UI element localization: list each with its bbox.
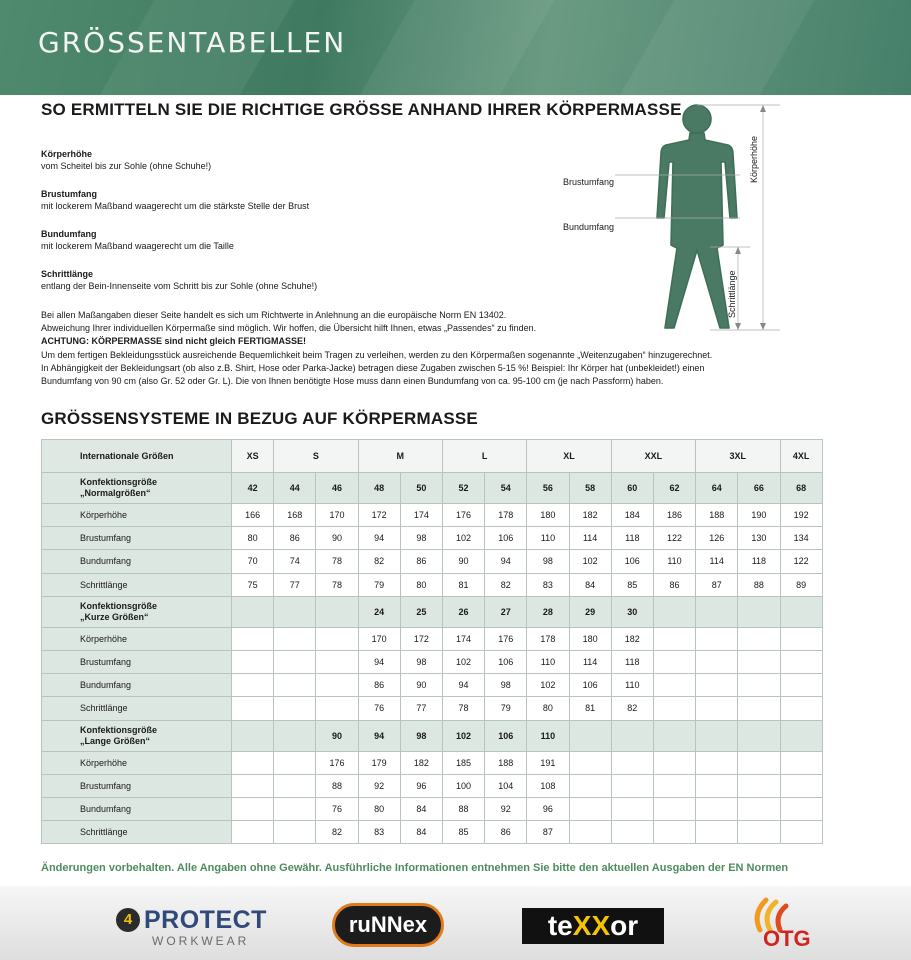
value-cell [738, 674, 780, 697]
value-cell [738, 797, 780, 820]
row-label: Bundumfang [42, 550, 232, 573]
size-cell [569, 720, 611, 751]
value-cell [232, 751, 274, 774]
section-header-row [42, 596, 823, 627]
header-banner [0, 0, 911, 95]
table-row [42, 573, 823, 596]
table-row [42, 697, 823, 720]
value-cell: 82 [316, 821, 358, 844]
value-cell: 79 [358, 573, 400, 596]
protect-sub: WORKWEAR [152, 934, 250, 948]
value-cell: 182 [611, 627, 653, 650]
value-cell [274, 674, 316, 697]
value-cell [274, 627, 316, 650]
value-cell [611, 751, 653, 774]
value-cell: 82 [358, 550, 400, 573]
size-cell: 90 [316, 720, 358, 751]
table-row [42, 751, 823, 774]
value-cell [780, 774, 822, 797]
value-cell: 86 [653, 573, 695, 596]
value-cell [611, 774, 653, 797]
size-cell [780, 720, 822, 751]
otg-logo [745, 896, 845, 951]
value-cell [780, 697, 822, 720]
value-cell: 188 [485, 751, 527, 774]
intl-size-row [42, 440, 823, 473]
value-cell: 90 [316, 527, 358, 550]
value-cell [780, 650, 822, 673]
size-cell: 62 [653, 473, 695, 504]
value-cell: 88 [738, 573, 780, 596]
value-cell [696, 627, 738, 650]
table-row [42, 650, 823, 673]
value-cell: 114 [569, 650, 611, 673]
value-cell: 188 [696, 504, 738, 527]
row-label: Bundumfang [42, 674, 232, 697]
value-cell: 96 [527, 797, 569, 820]
banner-stripe [334, 0, 566, 95]
value-cell [653, 627, 695, 650]
measure-title: Bundumfang [41, 229, 97, 239]
value-cell [696, 797, 738, 820]
value-cell: 94 [485, 550, 527, 573]
size-cell: 98 [400, 720, 442, 751]
value-cell: 80 [527, 697, 569, 720]
value-cell [738, 627, 780, 650]
value-cell [696, 751, 738, 774]
table-row [42, 774, 823, 797]
value-cell: 79 [485, 697, 527, 720]
value-cell: 176 [442, 504, 484, 527]
size-cell: 46 [316, 473, 358, 504]
value-cell [696, 697, 738, 720]
size-cell [232, 720, 274, 751]
size-cell: 27 [485, 596, 527, 627]
intl-size-label: Internationale Größen [42, 440, 232, 473]
value-cell: 176 [485, 627, 527, 650]
table-row [42, 504, 823, 527]
value-cell [232, 774, 274, 797]
value-cell: 110 [527, 527, 569, 550]
value-cell [738, 697, 780, 720]
value-cell: 76 [358, 697, 400, 720]
value-cell: 174 [400, 504, 442, 527]
value-cell: 191 [527, 751, 569, 774]
size-cell [653, 720, 695, 751]
value-cell: 174 [442, 627, 484, 650]
size-cell [274, 596, 316, 627]
value-cell: 185 [442, 751, 484, 774]
value-cell: 118 [611, 650, 653, 673]
table-row [42, 627, 823, 650]
value-cell: 98 [400, 650, 442, 673]
value-cell: 78 [316, 573, 358, 596]
value-cell: 98 [485, 674, 527, 697]
value-cell [611, 797, 653, 820]
value-cell: 102 [527, 674, 569, 697]
value-cell: 83 [358, 821, 400, 844]
value-cell: 86 [274, 527, 316, 550]
size-cell: 58 [569, 473, 611, 504]
value-cell: 87 [696, 573, 738, 596]
value-cell: 78 [442, 697, 484, 720]
section-label [42, 720, 232, 751]
value-cell: 90 [400, 674, 442, 697]
banner-stripe [594, 0, 826, 95]
note-warning: ACHTUNG: KÖRPERMASSE sind nicht gleich FERTIGMASSE! [41, 336, 307, 347]
disclaimer: Änderungen vorbehalten. Alle Angaben ohne Gewähr. Ausführliche Informationen entnehmen Sie bitte den aktuellen Ausgaben der EN Normen [41, 862, 789, 874]
value-cell: 74 [274, 550, 316, 573]
value-cell [274, 797, 316, 820]
texxor-logo [522, 908, 664, 944]
runnex-logo: ruNNex [332, 903, 444, 947]
size-table [41, 439, 823, 844]
value-cell: 94 [358, 650, 400, 673]
value-cell: 168 [274, 504, 316, 527]
value-cell [569, 774, 611, 797]
value-cell: 182 [400, 751, 442, 774]
value-cell [611, 821, 653, 844]
value-cell: 92 [485, 797, 527, 820]
protect-logo [116, 906, 276, 946]
value-cell: 102 [442, 527, 484, 550]
section-label [42, 473, 232, 504]
value-cell: 86 [485, 821, 527, 844]
value-cell [780, 627, 822, 650]
size-cell: 102 [442, 720, 484, 751]
size-cell [780, 596, 822, 627]
measure-item [41, 228, 234, 252]
value-cell: 90 [442, 550, 484, 573]
value-cell: 100 [442, 774, 484, 797]
table-row [42, 527, 823, 550]
size-cell: 25 [400, 596, 442, 627]
size-cell [316, 596, 358, 627]
size-cell: 56 [527, 473, 569, 504]
value-cell: 106 [611, 550, 653, 573]
size-cell: 52 [442, 473, 484, 504]
value-cell [569, 797, 611, 820]
value-cell: 190 [738, 504, 780, 527]
value-cell [274, 650, 316, 673]
row-label: Schrittlänge [42, 573, 232, 596]
value-cell: 88 [442, 797, 484, 820]
size-cell: 28 [527, 596, 569, 627]
value-cell [653, 821, 695, 844]
value-cell: 184 [611, 504, 653, 527]
value-cell: 76 [316, 797, 358, 820]
size-cell: 48 [358, 473, 400, 504]
value-cell: 78 [316, 550, 358, 573]
value-cell [274, 697, 316, 720]
value-cell: 176 [316, 751, 358, 774]
value-cell: 98 [527, 550, 569, 573]
value-cell [316, 674, 358, 697]
note-line: Abweichung Ihrer individuellen Körpermaße sind möglich. Wir hoffen, die Übersicht hilft Ihnen, etwas „Passendes“ zu finden. [41, 323, 537, 334]
value-cell: 114 [696, 550, 738, 573]
value-cell: 87 [527, 821, 569, 844]
size-cell: 54 [485, 473, 527, 504]
texxor-part: or [610, 910, 639, 941]
value-cell: 94 [358, 527, 400, 550]
value-cell: 85 [442, 821, 484, 844]
value-cell [274, 774, 316, 797]
value-cell [232, 627, 274, 650]
value-cell [232, 697, 274, 720]
value-cell: 130 [738, 527, 780, 550]
row-label: Körperhöhe [42, 751, 232, 774]
measure-text: vom Scheitel bis zur Sohle (ohne Schuhe!) [41, 161, 212, 171]
value-cell [232, 650, 274, 673]
section-label-line: Konfektionsgröße [80, 600, 158, 611]
value-cell: 178 [527, 627, 569, 650]
value-cell [696, 674, 738, 697]
value-cell [274, 821, 316, 844]
figure-label-bund: Bundumfang [563, 222, 615, 232]
size-cell: 64 [696, 473, 738, 504]
value-cell: 70 [232, 550, 274, 573]
texxor-part: te [547, 910, 573, 941]
value-cell [653, 751, 695, 774]
value-cell [232, 821, 274, 844]
value-cell [738, 751, 780, 774]
value-cell: 102 [442, 650, 484, 673]
value-cell [696, 774, 738, 797]
value-cell [780, 797, 822, 820]
body-measurement-figure [600, 100, 800, 335]
table-row [42, 550, 823, 573]
figure-label-schritt: Schrittlänge [727, 270, 737, 318]
texxor-part: XX [572, 910, 611, 941]
value-cell: 186 [653, 504, 695, 527]
value-cell: 81 [442, 573, 484, 596]
measure-text: mit lockerem Maßband waagerecht um die stärkste Stelle der Brust [41, 201, 310, 211]
protect-name: PROTECT [144, 906, 267, 934]
value-cell: 96 [400, 774, 442, 797]
value-cell: 84 [400, 797, 442, 820]
section-label-line: Konfektionsgröße [80, 724, 158, 735]
value-cell: 77 [400, 697, 442, 720]
value-cell [232, 797, 274, 820]
table-row [42, 797, 823, 820]
table-row [42, 821, 823, 844]
row-label: Schrittlänge [42, 821, 232, 844]
value-cell [696, 650, 738, 673]
value-cell [316, 650, 358, 673]
size-cell [274, 720, 316, 751]
size-cell: 110 [527, 720, 569, 751]
value-cell: 110 [611, 674, 653, 697]
value-cell [569, 751, 611, 774]
value-cell: 75 [232, 573, 274, 596]
note-line: Bundumfang von 90 cm (also Gr. 52 oder Gr. L). Die von Ihnen benötigte Hose muss dann einen Bundumfang von ca. 95-100 cm (je nach Passform) haben. [41, 376, 664, 387]
table-row [42, 674, 823, 697]
value-cell [653, 774, 695, 797]
size-cell: 50 [400, 473, 442, 504]
intl-size-cell: 3XL [696, 440, 780, 473]
value-cell: 98 [400, 527, 442, 550]
measure-item [41, 188, 309, 212]
otg-text: OTG [763, 926, 811, 951]
value-cell: 83 [527, 573, 569, 596]
intl-size-cell: XXL [611, 440, 695, 473]
value-cell: 82 [485, 573, 527, 596]
size-cell [738, 596, 780, 627]
measure-text: entlang der Bein-Innenseite vom Schritt bis zur Sohle (ohne Schuhe!) [41, 281, 318, 291]
value-cell: 172 [358, 504, 400, 527]
value-cell: 118 [738, 550, 780, 573]
value-cell [653, 797, 695, 820]
size-cell: 26 [442, 596, 484, 627]
value-cell: 84 [400, 821, 442, 844]
section-label-line: „Kurze Größen“ [80, 611, 149, 622]
size-cell: 94 [358, 720, 400, 751]
value-cell: 170 [358, 627, 400, 650]
value-cell: 80 [400, 573, 442, 596]
size-cell: 66 [738, 473, 780, 504]
value-cell: 88 [316, 774, 358, 797]
value-cell: 180 [569, 627, 611, 650]
size-cell: 44 [274, 473, 316, 504]
intl-size-cell: XL [527, 440, 611, 473]
value-cell: 192 [780, 504, 822, 527]
measure-item [41, 268, 317, 292]
row-label: Schrittlänge [42, 697, 232, 720]
note-line: In Abhängigkeit der Bekleidungsart (ob also z.B. Shirt, Hose oder Parka-Jacke) betragen diese Zugaben zwischen 5-15 %! Beispiel: Ihr Körper hat (unbekleidet!) einen [41, 362, 705, 373]
value-cell: 110 [527, 650, 569, 673]
brand-logos [0, 886, 911, 960]
value-cell [569, 821, 611, 844]
figure-label-brust: Brustumfang [563, 177, 615, 187]
measure-title: Brustumfang [41, 189, 97, 199]
value-cell: 170 [316, 504, 358, 527]
value-cell [738, 821, 780, 844]
value-cell: 172 [400, 627, 442, 650]
value-cell [738, 774, 780, 797]
value-cell: 80 [232, 527, 274, 550]
value-cell: 84 [569, 573, 611, 596]
value-cell [653, 674, 695, 697]
value-cell: 81 [569, 697, 611, 720]
value-cell: 122 [653, 527, 695, 550]
value-cell [653, 697, 695, 720]
value-cell [274, 751, 316, 774]
figure-label-hoehe: Körperhöhe [749, 135, 759, 183]
size-cell [738, 720, 780, 751]
value-cell: 85 [611, 573, 653, 596]
section-label-line: Konfektionsgröße [80, 477, 158, 487]
row-label: Brustumfang [42, 774, 232, 797]
value-cell [780, 821, 822, 844]
value-cell [316, 697, 358, 720]
row-label: Brustumfang [42, 650, 232, 673]
measure-title: Schrittlänge [41, 269, 94, 279]
value-cell: 102 [569, 550, 611, 573]
size-cell [653, 596, 695, 627]
value-cell: 106 [485, 650, 527, 673]
section-label-line: „Normalgrößen“ [80, 488, 151, 498]
value-cell: 82 [611, 697, 653, 720]
value-cell: 80 [358, 797, 400, 820]
value-cell: 182 [569, 504, 611, 527]
value-cell [653, 650, 695, 673]
section-header-row [42, 720, 823, 751]
value-cell [696, 821, 738, 844]
measure-item [41, 148, 211, 172]
value-cell: 110 [653, 550, 695, 573]
row-label: Brustumfang [42, 527, 232, 550]
value-cell: 118 [611, 527, 653, 550]
value-cell: 94 [442, 674, 484, 697]
value-cell: 92 [358, 774, 400, 797]
value-cell: 104 [485, 774, 527, 797]
size-cell: 68 [780, 473, 822, 504]
value-cell: 180 [527, 504, 569, 527]
size-cell: 106 [485, 720, 527, 751]
value-cell: 114 [569, 527, 611, 550]
value-cell: 166 [232, 504, 274, 527]
value-cell [232, 674, 274, 697]
size-cell [232, 596, 274, 627]
row-label: Körperhöhe [42, 627, 232, 650]
section-header-row [42, 473, 823, 504]
size-cell: 42 [232, 473, 274, 504]
page-title: GRÖSSENTABELLEN [38, 26, 347, 59]
size-cell: 30 [611, 596, 653, 627]
intl-size-cell: XS [232, 440, 274, 473]
value-cell: 86 [400, 550, 442, 573]
note-line: Bei allen Maßangaben dieser Seite handelt es sich um Richtwerte in Anlehnung an die europäische Norm EN 13402. [41, 310, 507, 320]
size-cell: 29 [569, 596, 611, 627]
value-cell: 77 [274, 573, 316, 596]
value-cell: 178 [485, 504, 527, 527]
value-cell [780, 751, 822, 774]
intl-size-cell: M [358, 440, 442, 473]
section-label [42, 596, 232, 627]
value-cell: 108 [527, 774, 569, 797]
size-cell [696, 720, 738, 751]
intro-heading: SO ERMITTELN SIE DIE RICHTIGE GRÖSSE ANHAND IHRER KÖRPERMASSE [41, 100, 682, 119]
size-cell: 24 [358, 596, 400, 627]
value-cell: 122 [780, 550, 822, 573]
value-cell: 179 [358, 751, 400, 774]
value-cell: 106 [485, 527, 527, 550]
size-cell [611, 720, 653, 751]
value-cell: 126 [696, 527, 738, 550]
size-cell: 60 [611, 473, 653, 504]
size-cell [696, 596, 738, 627]
row-label: Bundumfang [42, 797, 232, 820]
value-cell [738, 650, 780, 673]
value-cell [780, 674, 822, 697]
intl-size-cell: S [274, 440, 358, 473]
value-cell: 134 [780, 527, 822, 550]
note-line: Um dem fertigen Bekleidungsstück ausreichende Bequemlichkeit beim Tragen zu verleihen, werden zu den Körpermaßen sogenannte „Weitenzugaben“ hinzugerechnet. [41, 349, 713, 360]
intl-size-cell: L [442, 440, 526, 473]
section-label-line: „Lange Größen“ [80, 735, 151, 746]
value-cell: 89 [780, 573, 822, 596]
protect-number: 4 [116, 908, 140, 932]
value-cell: 86 [358, 674, 400, 697]
row-label: Körperhöhe [42, 504, 232, 527]
measure-text: mit lockerem Maßband waagerecht um die Taille [41, 241, 234, 251]
intl-size-cell: 4XL [780, 440, 822, 473]
size-table-heading: GRÖSSENSYSTEME IN BEZUG AUF KÖRPERMASSE [41, 409, 478, 428]
value-cell [316, 627, 358, 650]
value-cell: 106 [569, 674, 611, 697]
measure-title: Körperhöhe [41, 149, 93, 159]
